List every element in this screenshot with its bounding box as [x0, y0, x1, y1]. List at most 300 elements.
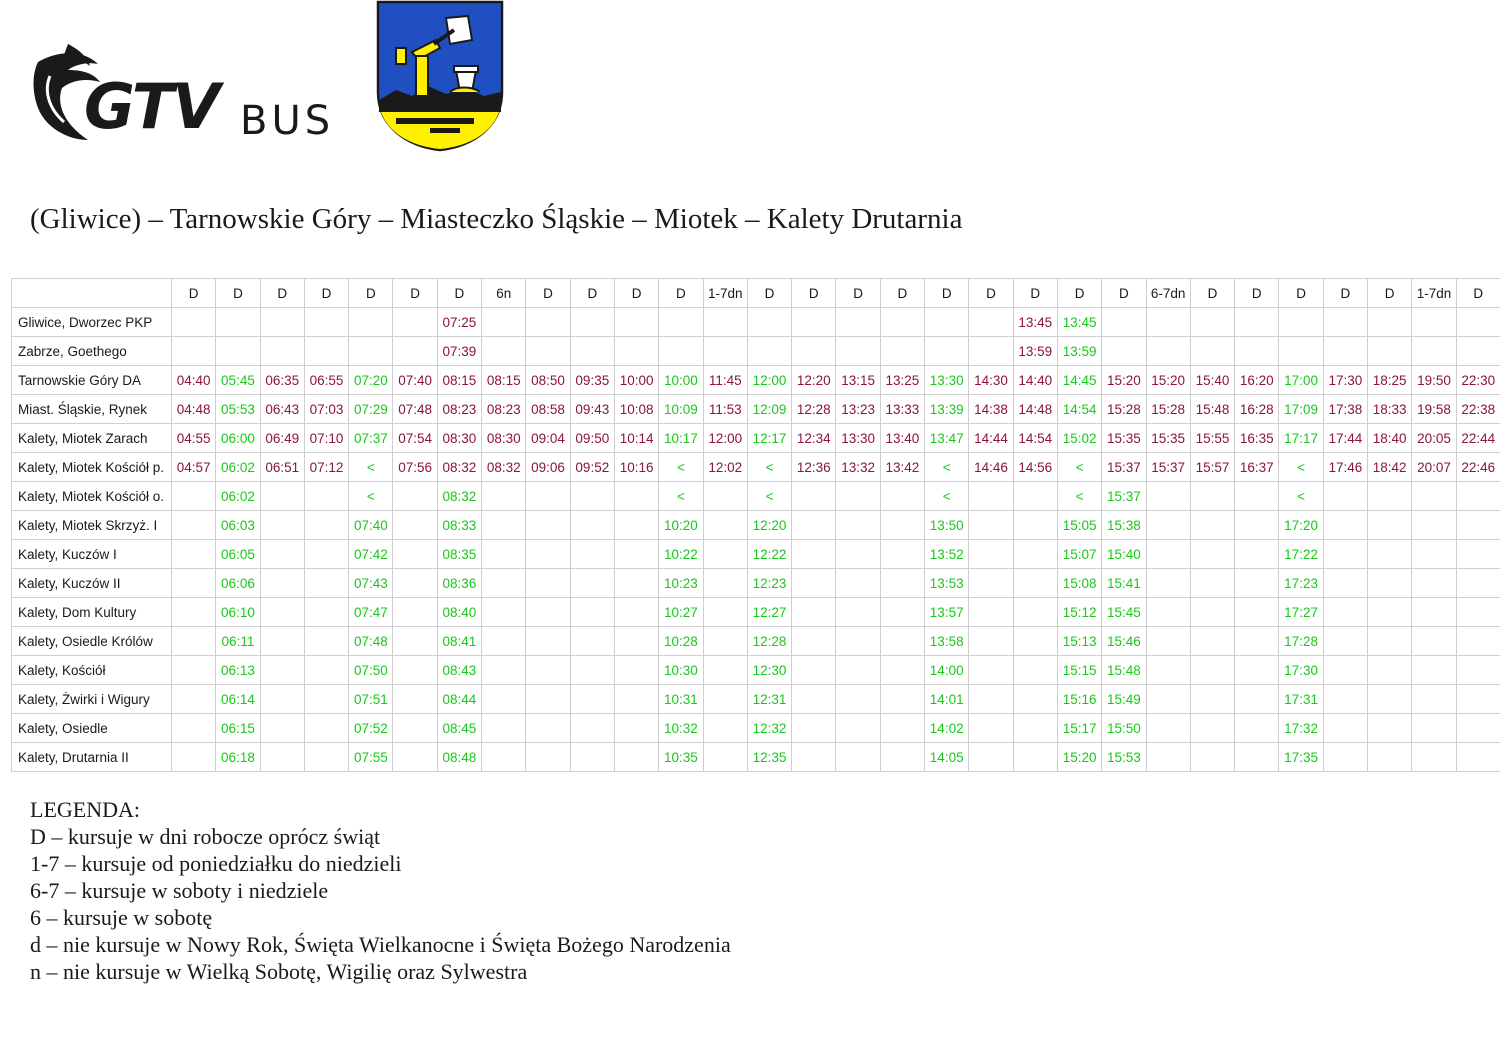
course-type-cell: D	[349, 279, 393, 308]
departure-time-cell: <	[1279, 482, 1323, 511]
departure-time-cell	[526, 540, 570, 569]
course-type-cell: D	[526, 279, 570, 308]
departure-time-cell: 04:57	[172, 453, 216, 482]
departure-time-cell	[1412, 685, 1456, 714]
departure-time-cell: 07:20	[349, 366, 393, 395]
departure-time-cell: 22:38	[1456, 395, 1500, 424]
departure-time-cell: 19:58	[1412, 395, 1456, 424]
departure-time-cell: 15:02	[1057, 424, 1101, 453]
departure-time-cell	[1190, 511, 1234, 540]
course-type-cell: D	[1235, 279, 1279, 308]
departure-time-cell	[1190, 569, 1234, 598]
departure-time-cell	[1235, 337, 1279, 366]
departure-time-cell: 15:17	[1057, 714, 1101, 743]
departure-time-cell	[969, 337, 1013, 366]
departure-time-cell	[304, 569, 348, 598]
stop-row	[12, 308, 1500, 337]
departure-time-cell: 06:13	[216, 656, 260, 685]
departure-time-cell	[792, 540, 836, 569]
departure-time-cell: 08:44	[437, 685, 481, 714]
course-type-cell: D	[1456, 279, 1500, 308]
stop-row	[12, 714, 1500, 743]
departure-time-cell: 10:35	[659, 743, 703, 772]
departure-time-cell	[172, 743, 216, 772]
stop-row	[12, 453, 1500, 482]
departure-time-cell	[1323, 627, 1367, 656]
departure-time-cell	[1013, 569, 1057, 598]
departure-time-cell: 06:06	[216, 569, 260, 598]
departure-time-cell	[1456, 308, 1500, 337]
departure-time-cell: 07:52	[349, 714, 393, 743]
departure-time-cell: <	[1057, 453, 1101, 482]
departure-time-cell	[482, 743, 526, 772]
departure-time-cell: 22:30	[1456, 366, 1500, 395]
departure-time-cell: 09:50	[570, 424, 614, 453]
departure-time-cell	[1146, 308, 1190, 337]
departure-time-cell	[836, 743, 880, 772]
departure-time-cell	[1368, 656, 1412, 685]
departure-time-cell	[1190, 482, 1234, 511]
departure-time-cell: 12:30	[747, 656, 791, 685]
course-type-cell: D	[1190, 279, 1234, 308]
departure-time-cell	[659, 308, 703, 337]
departure-time-cell: 08:33	[437, 511, 481, 540]
departure-time-cell	[703, 685, 747, 714]
departure-time-cell: 13:39	[925, 395, 969, 424]
departure-time-cell	[1235, 540, 1279, 569]
departure-time-cell: 08:40	[437, 598, 481, 627]
departure-time-cell	[1456, 714, 1500, 743]
departure-time-cell	[393, 627, 437, 656]
departure-time-cell	[570, 598, 614, 627]
departure-time-cell	[526, 627, 570, 656]
departure-time-cell: 17:09	[1279, 395, 1323, 424]
departure-time-cell: 18:40	[1368, 424, 1412, 453]
departure-time-cell: 14:30	[969, 366, 1013, 395]
departure-time-cell	[570, 482, 614, 511]
departure-time-cell: 15:40	[1190, 366, 1234, 395]
departure-time-cell	[614, 598, 658, 627]
course-type-cell: D	[614, 279, 658, 308]
departure-time-cell: 09:06	[526, 453, 570, 482]
departure-time-cell	[1323, 569, 1367, 598]
stop-row	[12, 395, 1500, 424]
departure-time-cell	[703, 308, 747, 337]
departure-time-cell: 06:10	[216, 598, 260, 627]
departure-time-cell	[393, 743, 437, 772]
stop-name: Kalety, Osiedle Królów	[12, 627, 172, 656]
departure-time-cell	[703, 743, 747, 772]
legend-title: LEGENDA:	[30, 797, 140, 822]
departure-time-cell	[1235, 627, 1279, 656]
departure-time-cell	[1146, 743, 1190, 772]
departure-time-cell	[304, 511, 348, 540]
departure-time-cell: 12:35	[747, 743, 791, 772]
departure-time-cell	[1146, 337, 1190, 366]
departure-time-cell	[482, 569, 526, 598]
departure-time-cell	[703, 482, 747, 511]
departure-time-cell	[1368, 598, 1412, 627]
departure-time-cell: 15:16	[1057, 685, 1101, 714]
departure-time-cell: 13:40	[880, 424, 924, 453]
departure-time-cell	[393, 511, 437, 540]
departure-time-cell	[526, 685, 570, 714]
departure-time-cell	[969, 714, 1013, 743]
departure-time-cell: 05:53	[216, 395, 260, 424]
departure-time-cell	[304, 627, 348, 656]
departure-time-cell: 15:12	[1057, 598, 1101, 627]
departure-time-cell	[1368, 482, 1412, 511]
departure-time-cell: 09:04	[526, 424, 570, 453]
departure-time-cell: 15:45	[1102, 598, 1146, 627]
stop-name: Kalety, Drutarnia II	[12, 743, 172, 772]
departure-time-cell: 05:45	[216, 366, 260, 395]
departure-time-cell: 07:25	[437, 308, 481, 337]
departure-time-cell: <	[925, 482, 969, 511]
departure-time-cell	[393, 540, 437, 569]
departure-time-cell: 07:51	[349, 685, 393, 714]
departure-time-cell: 06:00	[216, 424, 260, 453]
departure-time-cell	[1323, 656, 1367, 685]
course-type-cell: 6-7dn	[1146, 279, 1190, 308]
departure-time-cell	[1323, 308, 1367, 337]
departure-time-cell	[1190, 308, 1234, 337]
departure-time-cell: 06:49	[260, 424, 304, 453]
departure-time-cell: 15:28	[1102, 395, 1146, 424]
departure-time-cell	[703, 511, 747, 540]
departure-time-cell	[880, 308, 924, 337]
stop-name: Kalety, Kuczów II	[12, 569, 172, 598]
departure-time-cell: 08:45	[437, 714, 481, 743]
departure-time-cell: 15:38	[1102, 511, 1146, 540]
departure-time-cell: 13:30	[836, 424, 880, 453]
stop-row	[12, 540, 1500, 569]
departure-time-cell: 15:50	[1102, 714, 1146, 743]
departure-time-cell	[1013, 656, 1057, 685]
departure-time-cell	[703, 656, 747, 685]
departure-time-cell: 15:49	[1102, 685, 1146, 714]
course-type-cell: D	[172, 279, 216, 308]
departure-time-cell: 10:31	[659, 685, 703, 714]
course-type-cell: 1-7dn	[1412, 279, 1456, 308]
departure-time-cell	[570, 714, 614, 743]
departure-time-cell	[1146, 714, 1190, 743]
departure-time-cell	[260, 482, 304, 511]
departure-time-cell: 10:17	[659, 424, 703, 453]
departure-time-cell	[1368, 540, 1412, 569]
departure-time-cell: 18:33	[1368, 395, 1412, 424]
departure-time-cell	[1146, 627, 1190, 656]
departure-time-cell	[570, 627, 614, 656]
departure-time-cell	[836, 569, 880, 598]
departure-time-cell	[880, 656, 924, 685]
course-type-cell: D	[570, 279, 614, 308]
departure-time-cell	[349, 337, 393, 366]
departure-time-cell	[880, 511, 924, 540]
departure-time-cell	[393, 569, 437, 598]
departure-time-cell: 15:57	[1190, 453, 1234, 482]
departure-time-cell: 12:02	[703, 453, 747, 482]
departure-time-cell	[614, 685, 658, 714]
course-type-cell: D	[747, 279, 791, 308]
departure-time-cell	[747, 337, 791, 366]
departure-time-cell	[260, 656, 304, 685]
departure-time-cell	[703, 598, 747, 627]
departure-time-cell	[304, 598, 348, 627]
departure-time-cell	[1146, 685, 1190, 714]
departure-time-cell: 10:08	[614, 395, 658, 424]
departure-time-cell: 14:45	[1057, 366, 1101, 395]
departure-time-cell: 07:54	[393, 424, 437, 453]
departure-time-cell: 14:38	[969, 395, 1013, 424]
departure-time-cell	[172, 656, 216, 685]
departure-time-cell: 14:46	[969, 453, 1013, 482]
departure-time-cell	[260, 743, 304, 772]
departure-time-cell	[614, 511, 658, 540]
departure-time-cell: 06:18	[216, 743, 260, 772]
departure-time-cell: 17:46	[1323, 453, 1367, 482]
course-type-cell: D	[437, 279, 481, 308]
departure-time-cell	[1323, 511, 1367, 540]
departure-time-cell: 07:03	[304, 395, 348, 424]
departure-time-cell	[526, 308, 570, 337]
departure-time-cell	[836, 598, 880, 627]
departure-time-cell: 09:35	[570, 366, 614, 395]
departure-time-cell: 13:25	[880, 366, 924, 395]
departure-time-cell	[482, 714, 526, 743]
departure-time-cell	[659, 337, 703, 366]
departure-time-cell: 08:30	[437, 424, 481, 453]
departure-time-cell: 07:40	[349, 511, 393, 540]
header-logos	[28, 0, 508, 160]
departure-time-cell	[172, 598, 216, 627]
departure-time-cell	[1368, 337, 1412, 366]
departure-time-cell	[1323, 482, 1367, 511]
departure-time-cell	[1368, 511, 1412, 540]
departure-time-cell	[1456, 685, 1500, 714]
departure-time-cell	[1456, 627, 1500, 656]
stop-row	[12, 685, 1500, 714]
departure-time-cell	[1456, 598, 1500, 627]
departure-time-cell: 15:37	[1146, 453, 1190, 482]
departure-time-cell: <	[659, 453, 703, 482]
departure-time-cell: 13:32	[836, 453, 880, 482]
departure-time-cell	[1412, 337, 1456, 366]
departure-time-cell	[172, 482, 216, 511]
stop-row	[12, 743, 1500, 772]
departure-time-cell	[1456, 569, 1500, 598]
departure-time-cell: 12:27	[747, 598, 791, 627]
departure-time-cell	[526, 337, 570, 366]
departure-time-cell: 10:32	[659, 714, 703, 743]
departure-time-cell	[482, 482, 526, 511]
course-type-cell: D	[880, 279, 924, 308]
departure-time-cell	[614, 337, 658, 366]
departure-time-cell	[172, 569, 216, 598]
stop-row	[12, 424, 1500, 453]
departure-time-cell: 17:20	[1279, 511, 1323, 540]
departure-time-cell	[172, 685, 216, 714]
departure-time-cell: 06:35	[260, 366, 304, 395]
departure-time-cell	[526, 569, 570, 598]
stop-row	[12, 337, 1500, 366]
departure-time-cell	[482, 685, 526, 714]
departure-time-cell	[836, 511, 880, 540]
departure-time-cell	[482, 337, 526, 366]
departure-time-cell	[260, 308, 304, 337]
departure-time-cell	[880, 627, 924, 656]
departure-time-cell: 08:23	[437, 395, 481, 424]
departure-time-cell	[1190, 743, 1234, 772]
departure-time-cell: 04:40	[172, 366, 216, 395]
departure-time-cell	[969, 511, 1013, 540]
departure-time-cell: 16:37	[1235, 453, 1279, 482]
stop-row	[12, 627, 1500, 656]
departure-time-cell: 17:30	[1323, 366, 1367, 395]
departure-time-cell	[393, 337, 437, 366]
header-corner-cell	[12, 279, 172, 308]
departure-time-cell	[792, 714, 836, 743]
departure-time-cell: 15:37	[1102, 482, 1146, 511]
departure-time-cell	[260, 714, 304, 743]
departure-time-cell: 14:02	[925, 714, 969, 743]
departure-time-cell	[614, 627, 658, 656]
course-type-cell: D	[836, 279, 880, 308]
departure-time-cell	[1368, 308, 1412, 337]
departure-time-cell	[570, 511, 614, 540]
departure-time-cell	[570, 540, 614, 569]
departure-time-cell: 19:50	[1412, 366, 1456, 395]
departure-time-cell: 08:58	[526, 395, 570, 424]
departure-time-cell: 13:47	[925, 424, 969, 453]
departure-time-cell: 10:00	[659, 366, 703, 395]
departure-time-cell	[969, 627, 1013, 656]
departure-time-cell	[1412, 714, 1456, 743]
course-type-cell: D	[659, 279, 703, 308]
departure-time-cell: 15:55	[1190, 424, 1234, 453]
coat-of-arms-icon	[376, 0, 504, 152]
departure-time-cell	[1013, 627, 1057, 656]
departure-time-cell	[1190, 337, 1234, 366]
departure-time-cell	[349, 308, 393, 337]
departure-time-cell	[1013, 482, 1057, 511]
departure-time-cell: 13:59	[1013, 337, 1057, 366]
departure-time-cell	[526, 714, 570, 743]
departure-time-cell	[792, 511, 836, 540]
stop-name: Kalety, Żwirki i Wigury	[12, 685, 172, 714]
departure-time-cell: 12:34	[792, 424, 836, 453]
departure-time-cell	[304, 743, 348, 772]
departure-time-cell	[969, 569, 1013, 598]
departure-time-cell: 17:22	[1279, 540, 1323, 569]
departure-time-cell: 12:31	[747, 685, 791, 714]
departure-time-cell	[614, 714, 658, 743]
departure-time-cell: 13:52	[925, 540, 969, 569]
departure-time-cell: 07:40	[393, 366, 437, 395]
departure-time-cell	[526, 511, 570, 540]
departure-time-cell	[1146, 598, 1190, 627]
departure-time-cell	[1235, 308, 1279, 337]
departure-time-cell: 10:22	[659, 540, 703, 569]
departure-time-cell	[1146, 482, 1190, 511]
departure-time-cell	[614, 569, 658, 598]
departure-time-cell	[880, 540, 924, 569]
departure-time-cell: 13:59	[1057, 337, 1101, 366]
departure-time-cell	[836, 308, 880, 337]
departure-time-cell	[792, 685, 836, 714]
departure-time-cell: 17:00	[1279, 366, 1323, 395]
stop-name: Kalety, Osiedle	[12, 714, 172, 743]
departure-time-cell: 13:53	[925, 569, 969, 598]
departure-time-cell: 17:23	[1279, 569, 1323, 598]
departure-time-cell	[1013, 685, 1057, 714]
departure-time-cell	[703, 569, 747, 598]
departure-time-cell	[792, 627, 836, 656]
departure-time-cell	[614, 308, 658, 337]
departure-time-cell	[703, 337, 747, 366]
departure-time-cell	[172, 627, 216, 656]
departure-time-cell	[969, 482, 1013, 511]
departure-time-cell: 13:23	[836, 395, 880, 424]
departure-time-cell	[393, 714, 437, 743]
departure-time-cell	[482, 656, 526, 685]
departure-time-cell: 06:43	[260, 395, 304, 424]
departure-time-cell: 10:16	[614, 453, 658, 482]
course-type-cell: D	[1323, 279, 1367, 308]
departure-time-cell	[925, 308, 969, 337]
departure-time-cell: 14:54	[1057, 395, 1101, 424]
gtv-falcon-wordmark-icon	[28, 44, 243, 154]
departure-time-cell: 12:36	[792, 453, 836, 482]
departure-time-cell	[1412, 656, 1456, 685]
departure-time-cell	[1235, 598, 1279, 627]
departure-time-cell	[880, 714, 924, 743]
svg-text:GTV: GTV	[84, 70, 219, 143]
departure-time-cell: <	[659, 482, 703, 511]
departure-time-cell	[1412, 308, 1456, 337]
departure-time-cell: 09:52	[570, 453, 614, 482]
gtv-bus-logo	[28, 44, 358, 154]
departure-time-cell	[614, 482, 658, 511]
course-type-cell: D	[1279, 279, 1323, 308]
course-type-cell: D	[260, 279, 304, 308]
departure-time-cell	[1456, 482, 1500, 511]
departure-time-cell: 22:44	[1456, 424, 1500, 453]
departure-time-cell: 17:44	[1323, 424, 1367, 453]
stop-row	[12, 569, 1500, 598]
departure-time-cell: 15:07	[1057, 540, 1101, 569]
departure-time-cell	[526, 656, 570, 685]
departure-time-cell	[393, 308, 437, 337]
stop-name: Kalety, Miotek Kościół p.	[12, 453, 172, 482]
departure-time-cell	[1190, 540, 1234, 569]
departure-time-cell	[304, 540, 348, 569]
stop-row	[12, 366, 1500, 395]
departure-time-cell	[216, 337, 260, 366]
departure-time-cell	[1102, 337, 1146, 366]
departure-time-cell	[836, 627, 880, 656]
stop-row	[12, 511, 1500, 540]
departure-time-cell	[792, 569, 836, 598]
departure-time-cell	[1323, 598, 1367, 627]
departure-time-cell	[1102, 308, 1146, 337]
departure-time-cell: 11:53	[703, 395, 747, 424]
departure-time-cell	[1190, 598, 1234, 627]
departure-time-cell	[792, 598, 836, 627]
departure-time-cell: 22:46	[1456, 453, 1500, 482]
departure-time-cell: 15:48	[1190, 395, 1234, 424]
departure-time-cell: 08:32	[482, 453, 526, 482]
